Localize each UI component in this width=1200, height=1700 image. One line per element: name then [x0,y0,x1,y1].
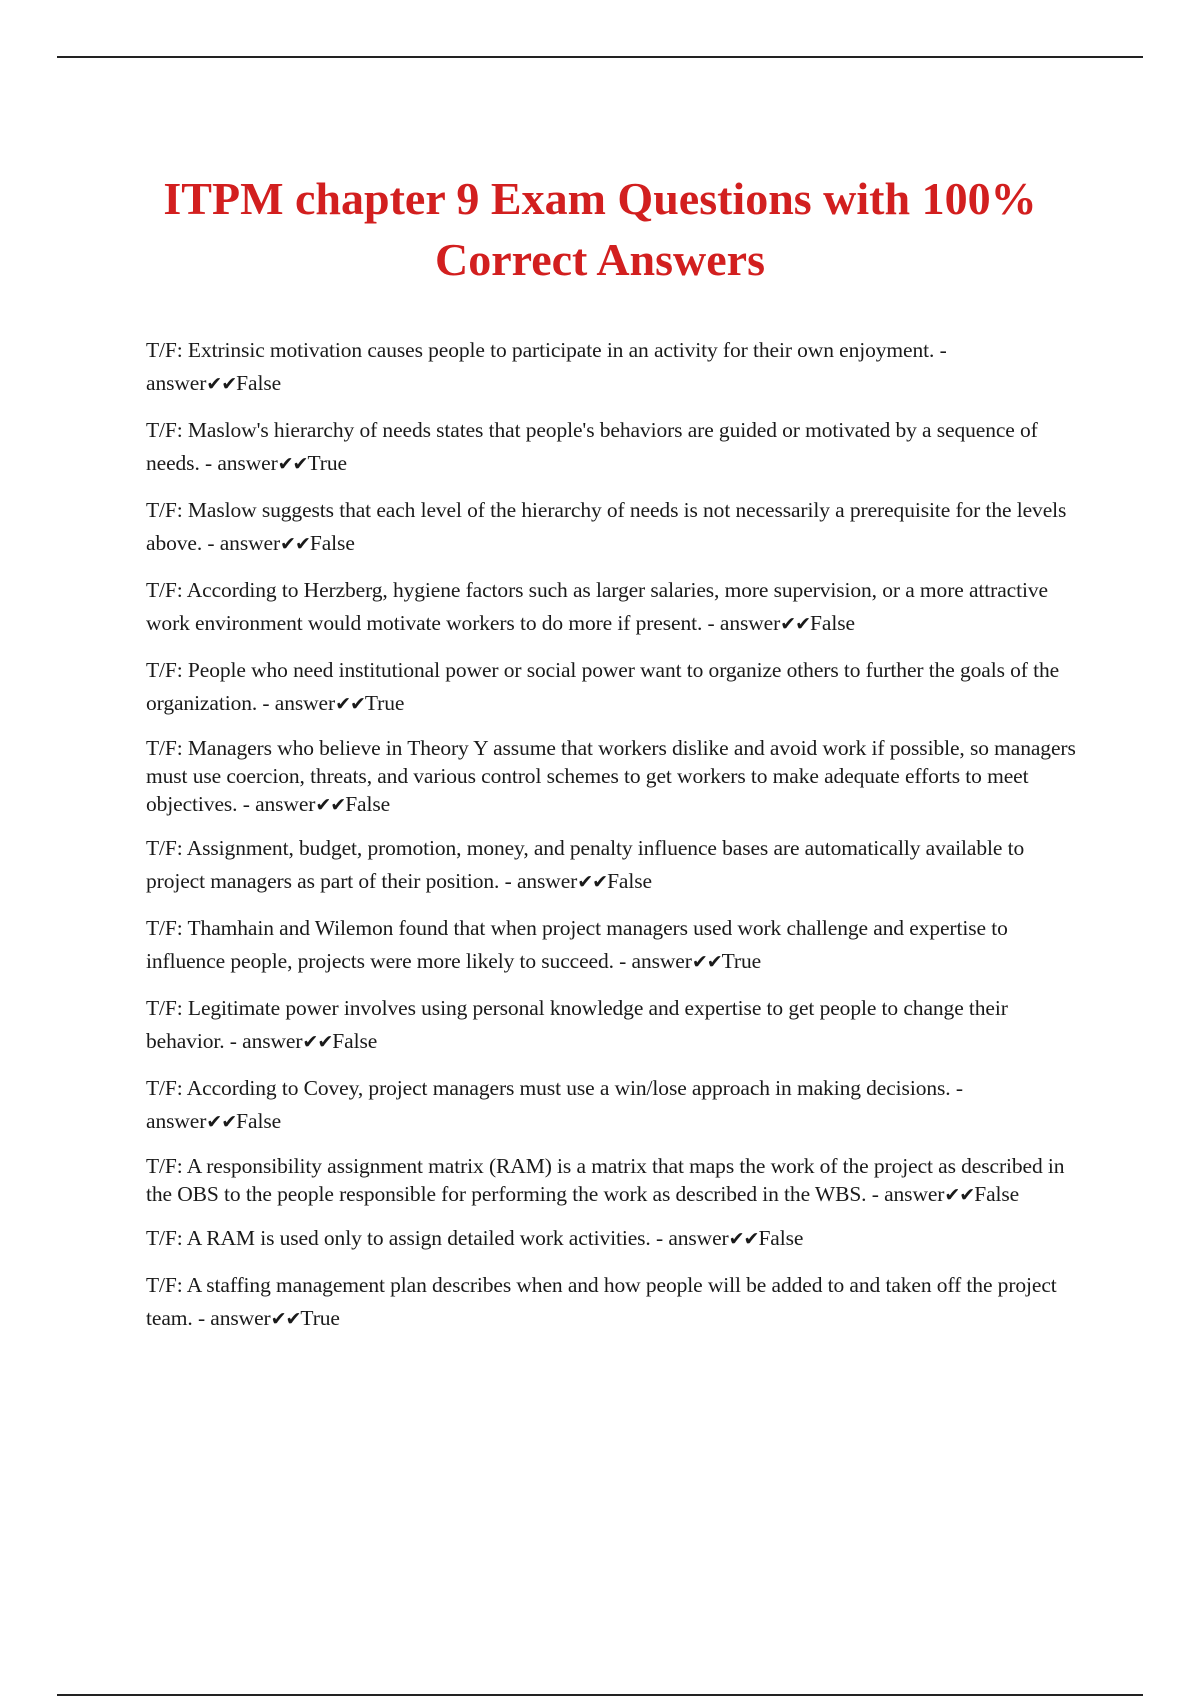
question-item [146,654,1086,721]
answer-value: True [300,1306,340,1330]
question-item [146,1072,1086,1139]
answer-prefix: - answer [257,691,336,715]
question-text: T/F: Legitimate power involves using personal knowledge and expertise to get people to change their behavior. [146,996,1008,1053]
checkmark-icon: ✔✔ [691,951,722,973]
answer-value: False [810,611,855,635]
question-text: T/F: A staffing management plan describes when and how people will be added to and taken off the project team. [146,1273,1057,1330]
question-text: T/F: A RAM is used only to assign detailed work activities. [146,1226,651,1250]
question-item [146,1222,1086,1256]
question-text: T/F: According to Herzberg, hygiene factors such as larger salaries, more supervision, or a more attractive work environment would motivate workers to do more if present. [146,578,1048,635]
checkmark-icon: ✔✔ [280,533,310,555]
answer-prefix: - answer [702,611,781,635]
document-title: ITPM chapter 9 Exam Questions with 100% Correct Answers [163,173,1037,285]
answer-prefix: - answer [202,531,281,555]
answer-prefix: - answer [192,1306,271,1330]
question-item [146,494,1086,561]
answer-prefix: - answer [866,1182,945,1206]
question-item [146,992,1086,1059]
question-item [146,1152,1086,1209]
question-item [146,414,1086,481]
answer-prefix: - answer [613,949,692,973]
answer-value: True [721,949,762,973]
answer-prefix: - answer [199,451,278,475]
answer-value: False [607,869,652,893]
answer-value: False [332,1029,378,1053]
question-text: T/F: Managers who believe in Theory Y assume that workers dislike and avoid work if possible, so managers must use coercion, threats, and various control schemes to get workers to make adequate efforts to meet objectives. [146,736,1076,816]
answer-prefix: - answer [499,869,578,893]
question-item [146,832,1086,899]
answer-value: False [758,1226,804,1250]
checkmark-icon: ✔✔ [728,1228,759,1250]
answer-value: False [236,1109,282,1133]
checkmark-icon: ✔✔ [577,871,608,893]
checkmark-icon: ✔✔ [206,373,237,395]
checkmark-icon: ✔✔ [277,453,308,475]
answer-prefix: - answer [146,1076,963,1133]
checkmark-icon: ✔✔ [780,613,811,635]
question-text: T/F: Extrinsic motivation causes people to participate in an activity for their own enjoyment. [146,338,935,362]
question-text: T/F: Maslow suggests that each level of the hierarchy of needs is not necessarily a prerequisite for the levels above. [146,498,1067,555]
top-divider [57,56,1143,58]
question-item [146,574,1086,641]
question-list [146,334,1086,1349]
answer-prefix: - answer [237,792,316,816]
question-text: T/F: Maslow's hierarchy of needs states that people's behaviors are guided or motivated by a sequence of needs. [146,418,1038,475]
answer-prefix: - answer [650,1226,729,1250]
answer-value: False [309,531,355,555]
answer-value: True [364,691,405,715]
checkmark-icon: ✔✔ [206,1111,237,1133]
question-item [146,334,1086,401]
question-text: T/F: Thamhain and Wilemon found that when project managers used work challenge and expertise to influence people, projects were more likely to succeed. [146,916,1008,973]
answer-value: False [236,371,282,395]
answer-value: False [974,1182,1020,1206]
checkmark-icon: ✔✔ [335,693,365,715]
question-text: T/F: Assignment, budget, promotion, money, and penalty influence bases are automatically available to project managers as part of their position. [146,836,1025,893]
question-item [146,1269,1086,1336]
answer-value: False [345,792,391,816]
question-item [146,734,1086,819]
checkmark-icon: ✔✔ [270,1308,301,1330]
checkmark-icon: ✔✔ [944,1184,975,1206]
question-item [146,912,1086,979]
answer-value: True [307,451,347,475]
bottom-divider [57,1694,1143,1696]
question-text: T/F: According to Covey, project managers must use a win/lose approach in making decisions. [146,1076,951,1100]
answer-prefix: - answer [224,1029,303,1053]
answer-prefix: - answer [146,338,947,395]
checkmark-icon: ✔✔ [315,794,346,816]
question-text: T/F: A responsibility assignment matrix (RAM) is a matrix that maps the work of the project as described in the OBS to the people responsible for performing the work as described in the WBS. [146,1154,1065,1206]
checkmark-icon: ✔✔ [302,1031,333,1053]
question-text: T/F: People who need institutional power or social power want to organize others to further the goals of the organization. [146,658,1060,715]
